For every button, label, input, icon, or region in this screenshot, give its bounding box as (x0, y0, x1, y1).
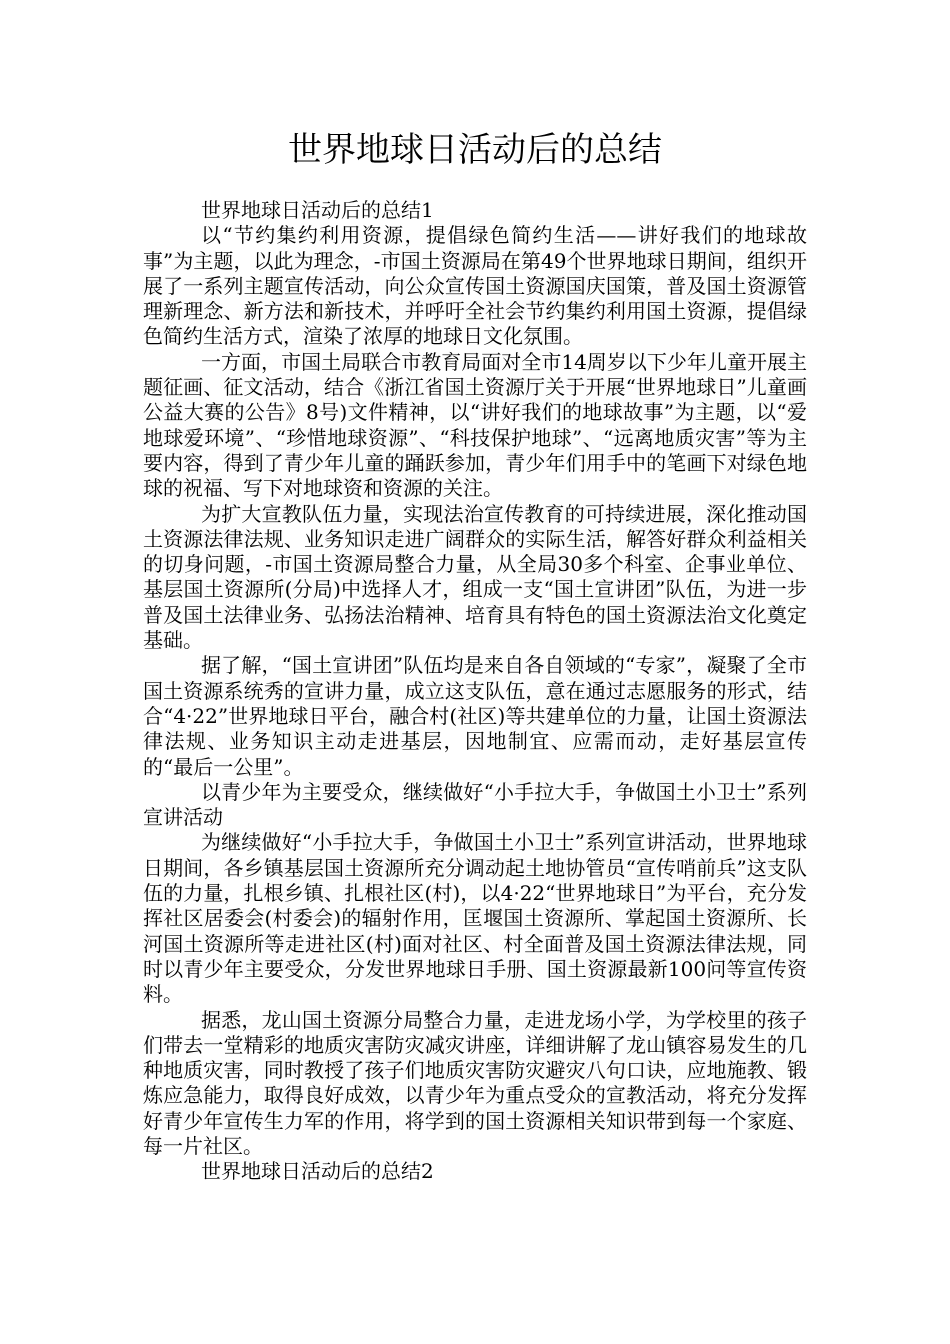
paragraph-intro: 以“节约集约利用资源，提倡绿色简约生活——讲好我们的地球故事”为主题，以此为理念，-市国土资源局在第49个世界地球日期间，组织开展了一系列主题宣传活动，向公众宣传国土资源国庆国策，普及国土资源管理新理念、新方法和新技术，并呼吁全社会节约集约利用国土资源，提倡绿色简约生活方式，渲染了浓厚的地球日文化氛围。 (143, 223, 807, 349)
paragraph-drawing-contest: 一方面，市国土局联合市教育局面对全市14周岁以下少年儿童开展主题征画、征文活动，结合《浙江省国土资源厅关于开展“世界地球日”儿童画公益大赛的公告》8号)文件精神，以“讲好我们的地球故事”为主题，以“爱地球爱环境”、“珍惜地球资源”、“科技保护地球”、“远离地质灾害”等为主要内容，得到了青少年儿童的踊跃参加，青少年们用手中的笔画下对绿色地球的祝福、写下对地球资和资源的关注。 (143, 349, 807, 501)
paragraph-experts: 据了解，“国土宣讲团”队伍均是来自各自领域的“专家”，凝聚了全市国土资源系统秀的宣讲力量，成立这支队伍，意在通过志愿服务的形式，结合“4·22”世界地球日平台，融合村(社区)等共建单位的力量，让国土资源法律法规、业务知识主动走进基层，因地制宜、应需而动，走好基层宣传的“最后一公里”。 (143, 653, 807, 779)
paragraph-lecture-team: 为扩大宣教队伍力量，实现法治宣传教育的可持续进展，深化推动国土资源法律法规、业务知识走进广阔群众的实际生活，解答好群众利益相关的切身问题，-市国土资源局整合力量，从全局30多个科室、企事业单位、基层国土资源所(分局)中选择人才，组成一支“国土宣讲团”队伍，为进一步普及国土法律业务、弘扬法治精神、培育具有特色的国土资源法治文化奠定基础。 (143, 501, 807, 653)
section-heading-2: 世界地球日活动后的总结2 (201, 1159, 434, 1184)
paragraph-youth-heading: 以青少年为主要受众，继续做好“小手拉大手，争做国土小卫士”系列宣讲活动 (143, 779, 807, 830)
paragraph-longshan-lecture: 据悉，龙山国土资源分局整合力量，走进龙场小学，为学校里的孩子们带去一堂精彩的地质灾害防灾减灾讲座，详细讲解了龙山镇容易发生的几种地质灾害，同时教授了孩子们地质灾害防灾避灾八句口诀，应地施教、锻炼应急能力，取得良好成效，以青少年为重点受众的宣教活动，将充分发挥好青少年宣传生力军的作用，将学到的国土资源相关知识带到每一个家庭、每一片社区。 (143, 1007, 807, 1158)
section-heading-1: 世界地球日活动后的总结1 (201, 198, 434, 222)
document-title: 世界地球日活动后的总结 (288, 130, 662, 170)
paragraph-township-activities: 为继续做好“小手拉大手，争做国土小卫士”系列宣讲活动，世界地球日期间，各乡镇基层国土资源所充分调动起土地协管员“宣传哨前兵”这支队伍的力量，扎根乡镇、扎根社区(村)，以4·22“世界地球日”为平台，充分发挥社区居委会(村委会)的辐射作用，匡堰国土资源所、掌起国土资源所、长河国土资源所等走进社区(村)面对社区、村全面普及国土资源法律法规，同时以青少年主要受众，分发世界地球日手册、国土资源最新100问等宣传资料。 (143, 830, 807, 1007)
document-body (143, 198, 807, 1185)
